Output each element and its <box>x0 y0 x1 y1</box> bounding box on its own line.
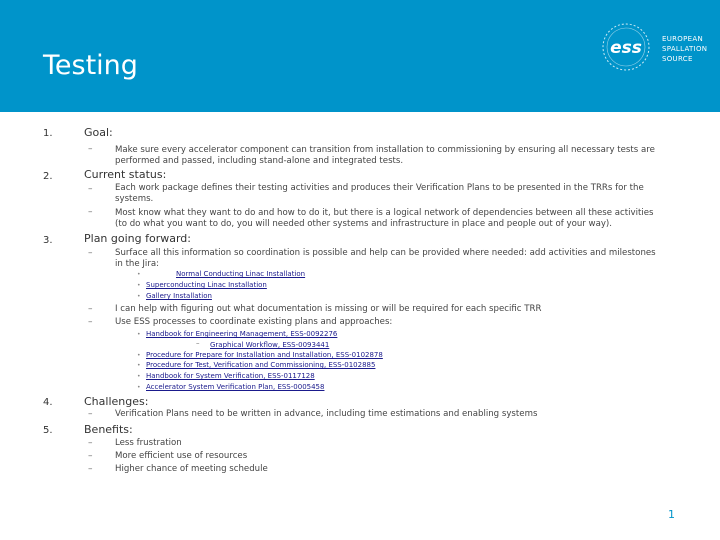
item-heading: Current status: <box>84 168 167 181</box>
item-text: Surface all this information so coordination is possible and help can be provided where needed: add activities and milestones <box>115 248 656 258</box>
ess-logo-icon <box>596 22 658 72</box>
item-heading: Benefits: <box>84 423 133 436</box>
logo-text <box>662 34 707 64</box>
doc-link[interactable]: Accelerator System Verification Plan, ESS-0005458 <box>146 383 325 391</box>
dash-marker: – <box>88 438 93 448</box>
item-text: Use ESS processes to coordinate existing plans and approaches: <box>115 317 393 327</box>
bullet-marker: • <box>137 362 141 369</box>
bullet-marker: • <box>137 352 141 359</box>
logo-line: EUROPEAN <box>662 35 703 43</box>
item-text: Each work package defines their testing activities and produces their Verification Plans to be presented in the TRRs for the <box>115 183 644 193</box>
jira-link[interactable]: Superconducting Linac Installation <box>146 281 267 289</box>
page-title: Testing <box>43 50 138 81</box>
page-number: 1 <box>668 508 675 521</box>
item-text: in the Jira: <box>115 259 160 269</box>
item-heading: Goal: <box>84 126 113 139</box>
item-number: 4. <box>43 397 53 408</box>
bullet-marker: • <box>137 271 141 278</box>
dash-marker: – <box>88 317 93 327</box>
item-text: Verification Plans need to be written in advance, including time estimations and enabling systems <box>115 409 538 419</box>
dash-marker: – <box>88 248 93 258</box>
item-text: (to do what you want to do, you will needed other systems and infrastructure in place and people out of your way). <box>115 219 613 229</box>
bullet-marker: • <box>137 373 141 380</box>
doc-link[interactable]: Handbook for Engineering Management, ESS-0092276 <box>146 330 338 338</box>
dash-marker: – <box>88 184 93 194</box>
item-text: I can help with figuring out what documentation is missing or will be required for each specific TRR <box>115 304 542 314</box>
doc-link[interactable]: Handbook for System Verification, ESS-0117128 <box>146 372 315 380</box>
dash-marker: – <box>88 464 93 474</box>
dash-marker: – <box>88 304 93 314</box>
logo-line: SPALLATION <box>662 45 708 53</box>
item-number: 3. <box>43 235 53 246</box>
item-number: 2. <box>43 171 53 182</box>
item-text: Higher chance of meeting schedule <box>115 464 268 474</box>
doc-link[interactable]: Procedure for Prepare for Installation and Installation, ESS-0102878 <box>146 351 383 359</box>
item-text: Less frustration <box>115 438 182 448</box>
dash-marker: – <box>196 339 200 347</box>
dash-marker: – <box>88 409 93 419</box>
svg-text:ess: ess <box>610 38 642 58</box>
doc-link[interactable]: Procedure for Test, Verification and Commissioning, ESS-0102885 <box>146 361 376 369</box>
item-text: More efficient use of resources <box>115 451 248 461</box>
item-number: 5. <box>43 425 53 436</box>
bullet-marker: • <box>137 384 141 391</box>
item-number: 1. <box>43 128 53 139</box>
doc-link[interactable]: Graphical Workflow, ESS-0093441 <box>210 341 330 349</box>
item-text: Most know what they want to do and how to do it, but there is a logical network of dependencies between all these activities <box>115 208 654 218</box>
logo-line: SOURCE <box>662 55 693 63</box>
bullet-marker: • <box>137 331 141 338</box>
ess-logo <box>596 22 706 72</box>
item-text: performed and passed, including stand-alone and integrated tests. <box>115 156 404 166</box>
item-heading: Challenges: <box>84 395 149 408</box>
header-banner <box>0 0 720 112</box>
bullet-marker: • <box>137 282 141 289</box>
dash-marker: – <box>88 144 93 154</box>
item-text: Make sure every accelerator component can transition from installation to commissioning by ensuring all necessary tests are <box>115 145 655 155</box>
dash-marker: – <box>88 451 93 461</box>
jira-link[interactable]: Normal Conducting Linac Installation <box>176 270 306 278</box>
bullet-marker: • <box>137 293 141 300</box>
jira-link[interactable]: Gallery Installation <box>146 292 212 300</box>
item-heading: Plan going forward: <box>84 232 191 245</box>
item-text: systems. <box>115 194 154 204</box>
dash-marker: – <box>88 207 93 217</box>
